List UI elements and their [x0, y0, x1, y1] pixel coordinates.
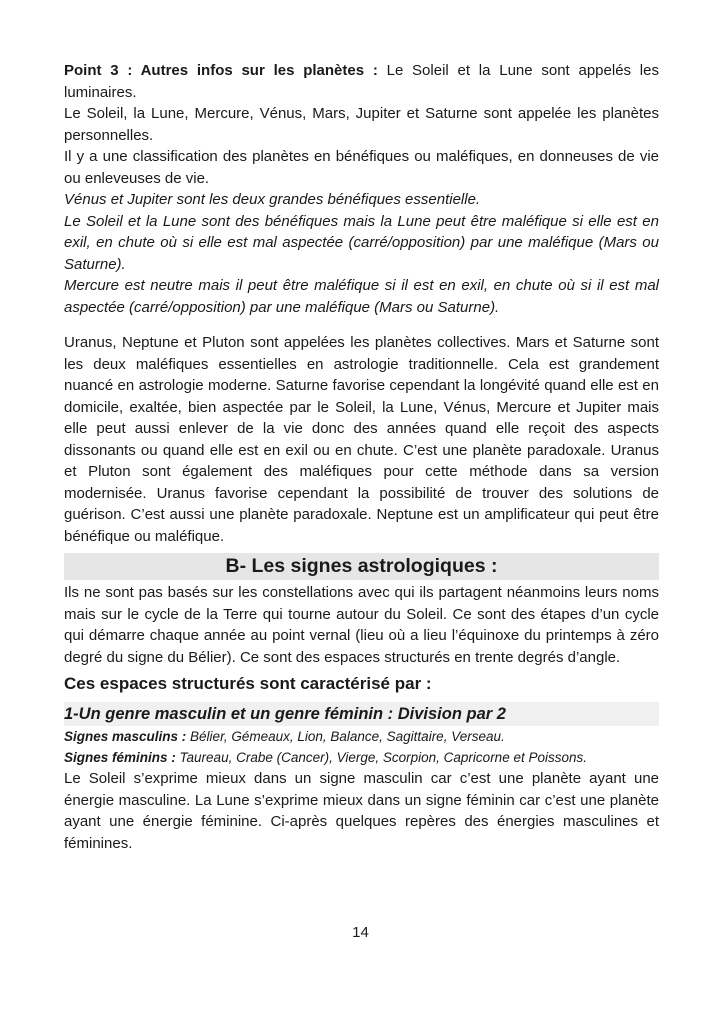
collectives-paragraph: Uranus, Neptune et Pluton sont appelées les planètes collectives. Mars et Saturne sont les deux maléfiques essentielles en astrologie traditionnelle. Cela est grandement nuancé en astrologie moderne. Saturne favorise cependant la longévité quand elle est en domicile, exaltée, bien aspectée par le Soleil, la Lune, Vénus, Mercure et Jupiter mais elle peut aussi enlever de la vie donc des années quand elle reçoit des aspects dissonants ou quand elle est en exil ou en chute. C’est une planète paradoxale. Uranus et Pluton sont également des maléfiques pour cette méthode dans sa version modernisée. Uranus favorise cependant la possibilité de trouver des solutions de guérison. C’est aussi une planète paradoxale. Neptune est un amplificateur qui peut être bénéfique ou maléfique. [64, 334, 659, 545]
personnelles-paragraph: Le Soleil, la Lune, Mercure, Vénus, Mars, Jupiter et Saturne sont appelée les planètes personnelles. [64, 105, 659, 144]
masculins-label: Signes masculins : [64, 729, 187, 744]
feminins-label: Signes féminins : [64, 750, 176, 765]
point3-paragraph [64, 60, 659, 103]
section-b-heading: B- Les signes astrologiques : [64, 553, 659, 580]
italic-line-mercure: Mercure est neutre mais il peut être maléfique si il est en exil, en chute où si il est mal aspectée (carré/opposition) par une maléfique (Mars ou Saturne). [64, 277, 659, 316]
page-number: 14 [352, 924, 369, 941]
point3-label: Point 3 : Autres infos sur les planètes : [64, 62, 378, 79]
feminins-list: Taureau, Crabe (Cancer), Vierge, Scorpion, Capricorne et Poissons. [175, 750, 587, 765]
masculins-line [64, 726, 659, 747]
section-b-intro: Ils ne sont pas basés sur les constellations avec qui ils partagent néanmoins leurs noms mais sur le cycle de la Terre qui tourne autour du Soleil. Ce sont des étapes d’un cycle qui démarre chaque année au point vernal (lieu où a lieu l’équinoxe du printemps à zéro degré du signe du Bélier). Ce sont des espaces structurés en trente degrés d’angle. [64, 584, 659, 666]
division-paragraph: Le Soleil s’exprime mieux dans un signe masculin car c’est une planète ayant une énergie masculine. La Lune s’exprime mieux dans un signe féminin car c’est une planète ayant une énergie féminine. Ci-après quelques repères des énergies masculines et féminines. [64, 770, 659, 852]
italic-line-luminaires: Le Soleil et la Lune sont des bénéfiques mais la Lune peut être maléfique si elle est en exil, en chute où si elle est mal aspectée (carré/opposition) par une maléfique (Mars ou Saturne). [64, 212, 659, 273]
masculins-list: Bélier, Gémeaux, Lion, Balance, Sagittaire, Verseau. [186, 729, 505, 744]
classification-paragraph: Il y a une classification des planètes en bénéfiques ou maléfiques, en donneuses de vie ou enleveuses de vie. [64, 148, 659, 187]
division-heading: 1-Un genre masculin et un genre féminin : Division par 2 [64, 702, 659, 726]
point3-text: Le Soleil et la Lune sont appelés les luminaires. [64, 62, 659, 101]
section-b-subheading: Ces espaces structurés sont caractérisé par : [64, 674, 432, 693]
document-page [64, 60, 659, 854]
italic-line-benefiques: Vénus et Jupiter sont les deux grandes bénéfiques essentielle. [64, 191, 481, 208]
feminins-line [64, 747, 659, 768]
